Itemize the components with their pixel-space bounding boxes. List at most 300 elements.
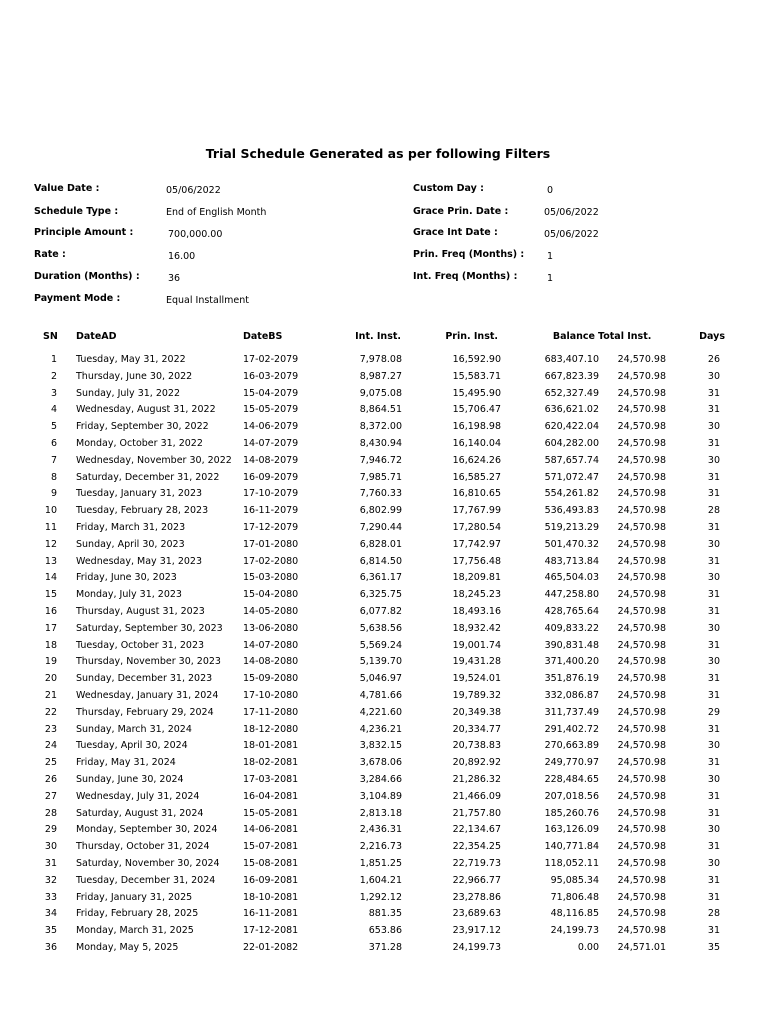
grace-int-date-value: 05/06/2022 [544,229,599,240]
cell-prin-inst: 18,493.16 [452,605,501,617]
cell-total-inst: 24,570.98 [617,471,666,483]
cell-date-ad: Sunday, April 30, 2023 [76,538,185,550]
cell-prin-inst: 19,431.28 [452,656,501,668]
table-row [0,839,768,856]
cell-total-inst: 24,570.98 [617,488,666,500]
cell-int-inst: 371.28 [368,941,402,953]
cell-int-inst: 6,325.75 [359,589,402,601]
cell-balance: 390,831.48 [544,639,599,651]
cell-date-bs: 18-01-2081 [243,740,299,752]
schedule-type-value: End of English Month [166,207,267,218]
cell-days: 31 [707,673,720,685]
table-row [0,486,768,503]
cell-date-ad: Sunday, June 30, 2024 [76,773,184,785]
cell-days: 31 [707,639,720,651]
cell-date-bs: 16-03-2079 [243,370,299,382]
cell-int-inst: 7,978.08 [359,354,402,365]
cell-date-bs: 14-07-2080 [243,639,299,651]
table-row [0,436,768,453]
header-days: Days [699,331,725,342]
rate-value: 16.00 [168,251,196,262]
cell-sn: 2 [50,370,57,382]
cell-prin-inst: 15,706.47 [452,404,501,416]
cell-balance: 351,876.19 [544,673,599,685]
cell-int-inst: 3,284.66 [359,773,402,785]
cell-total-inst: 24,570.98 [617,505,666,517]
cell-sn: 14 [44,572,57,584]
cell-total-inst: 24,570.98 [617,555,666,567]
grace-int-date-label: Grace Int Date : [413,227,498,238]
cell-prin-inst: 16,140.04 [452,437,501,449]
custom-day-label: Custom Day : [413,183,484,194]
cell-int-inst: 3,678.06 [359,757,402,769]
cell-date-ad: Thursday, November 30, 2023 [76,656,221,668]
cell-date-bs: 15-04-2079 [243,387,299,399]
cell-balance: 465,504.03 [544,572,599,584]
cell-days: 31 [707,404,720,416]
cell-date-ad: Sunday, July 31, 2022 [76,387,180,399]
cell-int-inst: 5,638.56 [359,622,402,634]
duration-value: 36 [168,273,181,284]
cell-date-ad: Monday, May 5, 2025 [76,941,179,953]
cell-total-inst: 24,570.98 [617,824,666,836]
cell-date-ad: Wednesday, November 30, 2022 [76,454,232,466]
cell-date-ad: Friday, June 30, 2023 [76,572,177,584]
table-row [0,419,768,436]
cell-sn: 19 [44,656,57,668]
table-row [0,772,768,789]
cell-int-inst: 8,987.27 [359,370,402,382]
table-row [0,755,768,772]
cell-days: 31 [707,589,720,601]
cell-balance: 291,402.72 [544,723,599,735]
cell-total-inst: 24,570.98 [617,437,666,449]
cell-balance: 536,493.83 [544,505,599,517]
cell-days: 28 [707,908,720,920]
cell-balance: 683,407.10 [544,354,599,365]
cell-date-bs: 15-05-2081 [243,807,299,819]
cell-date-bs: 16-11-2079 [243,505,299,517]
cell-date-ad: Friday, September 30, 2022 [76,421,209,433]
cell-days: 31 [707,790,720,802]
cell-total-inst: 24,570.98 [617,891,666,903]
cell-date-bs: 14-06-2081 [243,824,299,836]
table-row [0,520,768,537]
cell-total-inst: 24,570.98 [617,857,666,869]
cell-int-inst: 6,814.50 [359,555,402,567]
cell-total-inst: 24,570.98 [617,706,666,718]
cell-days: 30 [707,622,720,634]
cell-balance: 483,713.84 [544,555,599,567]
grace-prin-date-value: 05/06/2022 [544,207,599,218]
cell-int-inst: 6,828.01 [359,538,402,550]
table-row [0,386,768,403]
table-row [0,352,768,369]
cell-days: 35 [707,941,720,953]
cell-date-ad: Monday, October 31, 2022 [76,437,203,449]
cell-total-inst: 24,570.98 [617,605,666,617]
cell-date-ad: Tuesday, February 28, 2023 [76,505,209,517]
table-row [0,789,768,806]
cell-int-inst: 3,832.15 [359,740,402,752]
cell-int-inst: 881.35 [368,908,402,920]
cell-date-ad: Wednesday, July 31, 2024 [76,790,200,802]
cell-total-inst: 24,570.98 [617,454,666,466]
cell-int-inst: 3,104.89 [359,790,402,802]
cell-int-inst: 7,985.71 [359,471,402,483]
table-row [0,554,768,571]
cell-int-inst: 5,569.24 [359,639,402,651]
cell-prin-inst: 15,495.90 [452,387,501,399]
cell-days: 31 [707,437,720,449]
cell-int-inst: 7,946.72 [359,454,402,466]
cell-balance: 587,657.74 [544,454,599,466]
header-int-inst: Int. Inst. [355,331,401,342]
cell-balance: 249,770.97 [544,757,599,769]
cell-date-bs: 15-05-2079 [243,404,299,416]
cell-sn: 15 [44,589,57,601]
cell-prin-inst: 20,738.83 [452,740,501,752]
table-row [0,604,768,621]
table-row [0,856,768,873]
table-row [0,537,768,554]
cell-date-bs: 18-10-2081 [243,891,299,903]
cell-balance: 140,771.84 [544,841,599,853]
table-row [0,923,768,940]
cell-date-ad: Friday, March 31, 2023 [76,521,186,533]
cell-int-inst: 2,436.31 [359,824,402,836]
cell-prin-inst: 17,280.54 [452,521,501,533]
cell-total-inst: 24,570.98 [617,354,666,365]
cell-prin-inst: 21,757.80 [452,807,501,819]
cell-days: 31 [707,605,720,617]
cell-balance: 428,765.64 [544,605,599,617]
cell-sn: 11 [44,521,57,533]
cell-prin-inst: 18,932.42 [452,622,501,634]
cell-days: 30 [707,572,720,584]
cell-balance: 48,116.85 [550,908,599,920]
cell-balance: 371,400.20 [544,656,599,668]
page-title: Trial Schedule Generated as per following Filters [205,146,551,161]
cell-days: 31 [707,521,720,533]
table-row [0,822,768,839]
cell-sn: 31 [44,857,57,869]
header-balance: Balance [552,331,595,342]
cell-total-inst: 24,571.01 [617,941,666,953]
cell-balance: 118,052.11 [544,857,599,869]
int-freq-label: Int. Freq (Months) : [413,271,518,282]
table-row [0,873,768,890]
cell-sn: 34 [44,908,57,920]
cell-prin-inst: 17,742.97 [452,538,501,550]
cell-date-ad: Thursday, February 29, 2024 [76,706,214,718]
cell-prin-inst: 22,719.73 [452,857,501,869]
cell-int-inst: 4,236.21 [359,723,402,735]
cell-date-ad: Tuesday, January 31, 2023 [76,488,203,500]
table-row [0,369,768,386]
rate-label: Rate : [34,249,66,260]
cell-days: 30 [707,824,720,836]
cell-date-ad: Friday, January 31, 2025 [76,891,193,903]
cell-prin-inst: 22,354.25 [452,841,501,853]
cell-int-inst: 8,864.51 [359,404,402,416]
header-total-inst: Total Inst. [598,331,652,342]
cell-total-inst: 24,570.98 [617,723,666,735]
cell-balance: 311,737.49 [544,706,599,718]
cell-balance: 620,422.04 [544,421,599,433]
cell-sn: 23 [44,723,57,735]
cell-prin-inst: 21,466.09 [452,790,501,802]
grace-prin-date-label: Grace Prin. Date : [413,206,509,217]
cell-balance: 332,086.87 [544,689,599,701]
cell-sn: 17 [44,622,57,634]
table-row [0,705,768,722]
cell-days: 31 [707,841,720,853]
table-row [0,470,768,487]
cell-total-inst: 24,570.98 [617,740,666,752]
table-row [0,503,768,520]
table-row [0,671,768,688]
cell-balance: 447,258.80 [544,589,599,601]
cell-date-ad: Saturday, December 31, 2022 [76,471,220,483]
cell-days: 31 [707,555,720,567]
cell-prin-inst: 23,278.86 [452,891,501,903]
cell-sn: 16 [44,605,57,617]
cell-sn: 26 [44,773,57,785]
payment-mode-label: Payment Mode : [34,293,121,304]
cell-sn: 7 [50,454,57,466]
cell-days: 31 [707,723,720,735]
cell-balance: 409,833.22 [544,622,599,634]
cell-date-ad: Wednesday, January 31, 2024 [76,689,219,701]
table-row [0,738,768,755]
int-freq-value: 1 [547,273,554,284]
cell-sn: 8 [50,471,57,483]
cell-int-inst: 5,046.97 [359,673,402,685]
cell-total-inst: 24,570.98 [617,589,666,601]
cell-total-inst: 24,570.98 [617,841,666,853]
cell-sn: 13 [44,555,57,567]
cell-prin-inst: 16,198.98 [452,421,501,433]
cell-total-inst: 24,570.98 [617,673,666,685]
cell-date-bs: 16-11-2081 [243,908,299,920]
cell-date-ad: Thursday, October 31, 2024 [76,841,210,853]
header-prin-inst: Prin. Inst. [445,331,498,342]
cell-balance: 163,126.09 [544,824,599,836]
cell-sn: 28 [44,807,57,819]
cell-prin-inst: 15,583.71 [452,370,501,382]
cell-prin-inst: 19,524.01 [452,673,501,685]
cell-prin-inst: 20,349.38 [452,706,501,718]
table-row [0,570,768,587]
cell-prin-inst: 19,789.32 [452,689,501,701]
cell-prin-inst: 23,917.12 [452,925,501,937]
cell-total-inst: 24,570.98 [617,622,666,634]
cell-balance: 571,072.47 [544,471,599,483]
cell-sn: 5 [50,421,57,433]
cell-int-inst: 1,851.25 [359,857,402,869]
cell-date-ad: Wednesday, May 31, 2023 [76,555,203,567]
cell-date-ad: Friday, May 31, 2024 [76,757,176,769]
cell-sn: 33 [44,891,57,903]
cell-date-ad: Saturday, November 30, 2024 [76,857,220,869]
cell-date-bs: 15-04-2080 [243,589,299,601]
cell-date-ad: Sunday, December 31, 2023 [76,673,213,685]
cell-int-inst: 5,139.70 [359,656,402,668]
table-row [0,940,768,957]
table-row [0,890,768,907]
cell-prin-inst: 22,966.77 [452,874,501,886]
cell-days: 30 [707,773,720,785]
cell-int-inst: 653.86 [368,925,402,937]
cell-int-inst: 8,430.94 [359,437,402,449]
cell-date-ad: Monday, September 30, 2024 [76,824,218,836]
cell-days: 31 [707,925,720,937]
cell-date-ad: Wednesday, August 31, 2022 [76,404,216,416]
table-row [0,453,768,470]
cell-prin-inst: 22,134.67 [452,824,501,836]
duration-label: Duration (Months) : [34,271,140,282]
cell-prin-inst: 18,245.23 [452,589,501,601]
cell-prin-inst: 16,624.26 [452,454,501,466]
cell-sn: 27 [44,790,57,802]
table-row [0,638,768,655]
cell-date-bs: 17-02-2080 [243,555,299,567]
cell-date-bs: 16-09-2081 [243,874,299,886]
cell-date-bs: 18-02-2081 [243,757,299,769]
cell-int-inst: 4,221.60 [359,706,402,718]
schedule-table-body [0,352,768,957]
header-sn: SN [43,331,58,342]
cell-date-bs: 22-01-2082 [243,941,299,953]
cell-sn: 3 [50,387,57,399]
prin-freq-value: 1 [547,251,554,262]
cell-date-bs: 17-03-2081 [243,773,299,785]
cell-total-inst: 24,570.98 [617,925,666,937]
cell-prin-inst: 16,592.90 [452,354,501,365]
cell-date-ad: Thursday, August 31, 2023 [76,605,205,617]
cell-date-bs: 15-03-2080 [243,572,299,584]
table-row [0,688,768,705]
cell-days: 26 [707,354,720,365]
cell-date-bs: 14-05-2080 [243,605,299,617]
value-date-value: 05/06/2022 [166,185,221,196]
cell-days: 30 [707,656,720,668]
cell-int-inst: 6,802.99 [359,505,402,517]
cell-date-bs: 18-12-2080 [243,723,299,735]
cell-total-inst: 24,570.98 [617,404,666,416]
cell-date-bs: 17-01-2080 [243,538,299,550]
cell-date-bs: 17-11-2080 [243,706,299,718]
cell-total-inst: 24,570.98 [617,521,666,533]
cell-date-bs: 17-02-2079 [243,354,299,365]
cell-prin-inst: 17,767.99 [452,505,501,517]
cell-int-inst: 6,361.17 [359,572,402,584]
value-date-label: Value Date : [34,183,100,194]
cell-sn: 6 [50,437,57,449]
cell-int-inst: 7,760.33 [359,488,402,500]
cell-int-inst: 6,077.82 [359,605,402,617]
cell-days: 30 [707,857,720,869]
cell-total-inst: 24,570.98 [617,773,666,785]
cell-total-inst: 24,570.98 [617,387,666,399]
cell-date-ad: Tuesday, May 31, 2022 [76,354,186,365]
table-row [0,906,768,923]
cell-date-bs: 17-10-2080 [243,689,299,701]
cell-total-inst: 24,570.98 [617,790,666,802]
cell-prin-inst: 24,199.73 [452,941,501,953]
cell-days: 31 [707,689,720,701]
cell-balance: 95,085.34 [550,874,599,886]
cell-date-bs: 14-07-2079 [243,437,299,449]
cell-days: 31 [707,757,720,769]
cell-days: 29 [707,706,720,718]
cell-sn: 29 [44,824,57,836]
cell-total-inst: 24,570.98 [617,639,666,651]
header-date-ad: DateAD [76,331,117,342]
cell-total-inst: 24,570.98 [617,421,666,433]
cell-sn: 20 [44,673,57,685]
cell-balance: 0.00 [577,941,599,953]
table-row [0,587,768,604]
cell-prin-inst: 23,689.63 [452,908,501,920]
cell-date-bs: 15-09-2080 [243,673,299,685]
table-row [0,621,768,638]
cell-date-ad: Tuesday, April 30, 2024 [76,740,188,752]
cell-int-inst: 9,075.08 [359,387,402,399]
cell-sn: 36 [44,941,57,953]
cell-balance: 519,213.29 [544,521,599,533]
principle-amount-value: 700,000.00 [168,229,223,240]
cell-date-ad: Saturday, August 31, 2024 [76,807,204,819]
prin-freq-label: Prin. Freq (Months) : [413,249,525,260]
cell-int-inst: 8,372.00 [359,421,402,433]
cell-sn: 12 [44,538,57,550]
cell-balance: 71,806.48 [550,891,599,903]
cell-date-ad: Friday, February 28, 2025 [76,908,199,920]
cell-balance: 270,663.89 [544,740,599,752]
cell-date-bs: 17-10-2079 [243,488,299,500]
cell-balance: 636,621.02 [544,404,599,416]
cell-prin-inst: 18,209.81 [452,572,501,584]
cell-date-bs: 13-06-2080 [243,622,299,634]
cell-balance: 652,327.49 [544,387,599,399]
cell-int-inst: 1,604.21 [359,874,402,886]
cell-int-inst: 2,216.73 [359,841,402,853]
cell-sn: 1 [50,354,57,365]
cell-total-inst: 24,570.98 [617,689,666,701]
schedule-type-label: Schedule Type : [34,206,119,217]
table-row [0,722,768,739]
cell-date-bs: 16-04-2081 [243,790,299,802]
custom-day-value: 0 [547,185,554,196]
cell-total-inst: 24,570.98 [617,370,666,382]
cell-total-inst: 24,570.98 [617,807,666,819]
cell-prin-inst: 16,585.27 [452,471,501,483]
cell-days: 30 [707,421,720,433]
cell-sn: 22 [44,706,57,718]
cell-date-bs: 15-08-2081 [243,857,299,869]
cell-sn: 30 [44,841,57,853]
cell-date-ad: Thursday, June 30, 2022 [76,370,193,382]
cell-days: 31 [707,471,720,483]
cell-sn: 18 [44,639,57,651]
cell-prin-inst: 20,892.92 [452,757,501,769]
principle-amount-label: Principle Amount : [34,227,134,238]
cell-date-bs: 17-12-2079 [243,521,299,533]
cell-sn: 32 [44,874,57,886]
cell-date-bs: 14-08-2079 [243,454,299,466]
